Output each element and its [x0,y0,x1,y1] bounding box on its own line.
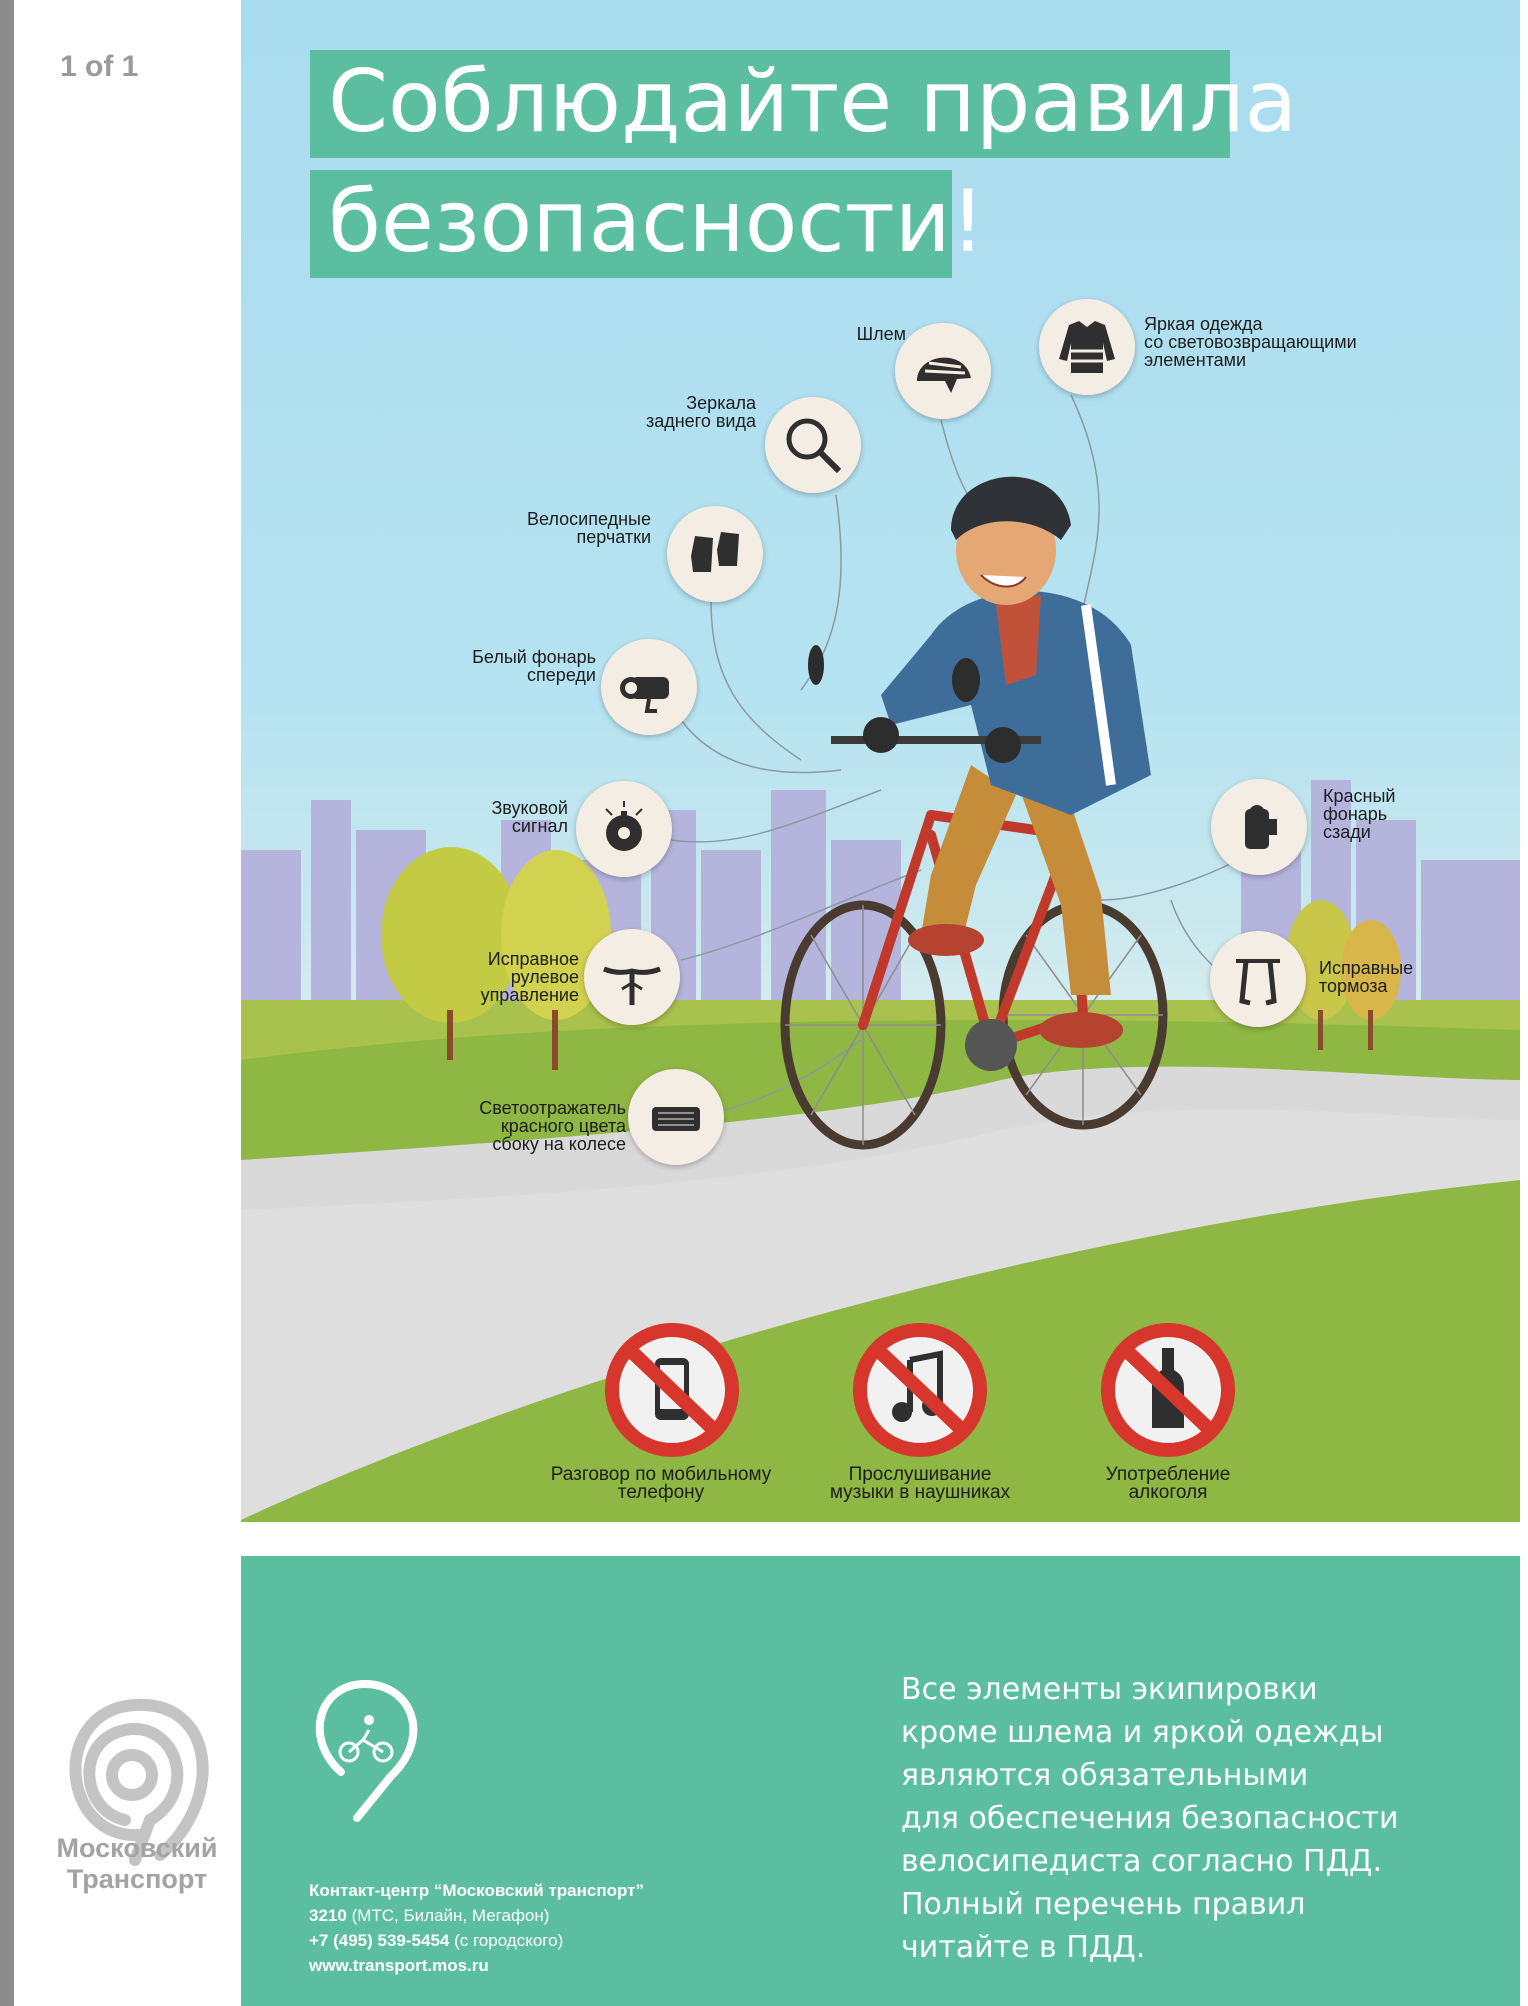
flashlight-icon [601,639,697,735]
bell-icon [576,781,672,877]
gloves-icon [667,506,763,602]
moscow-transport-logo-text: Московский Транспорт [56,1833,218,1894]
no-phone-label: Разговор по мобильному телефону [550,1464,772,1503]
footer-panel [241,1556,1520,2006]
helmet-icon [895,323,991,419]
bell-label: Звуковой сигнал [491,798,568,836]
handlebar-icon [584,929,680,1025]
equipment-notice: Все элементы экипировки кроме шлема и яркой одежды являются обязательными для обеспечения безопасности велосипедиста согласно ПДД. Полный перечень правил читайте в ПДД. [901,1672,1399,1965]
front-light-label: Белый фонарь спереди [472,647,596,685]
short-number-note: (МТС, Билайн, Мегафон) [351,1906,550,1925]
rear-light-icon [1211,779,1307,875]
phone-note: (с городского) [454,1931,564,1950]
reflector-icon [628,1069,724,1165]
mirrors-label: Зеркала заднего вида [645,393,756,431]
no-alcohol-label: Употребление алкоголя [1105,1464,1231,1503]
bike-pin-logo-icon [307,1680,427,1822]
helmet-label: Шлем [856,324,906,344]
phone-number: +7 (495) 539-5454 [309,1931,450,1950]
contact-block [309,1878,644,1978]
no-music-icon [850,1320,990,1460]
brakes-label: Исправные тормоза [1319,958,1414,996]
rear-light-label: Красный фонарь сзади [1323,786,1396,842]
jacket-label: Яркая одежда со световозвращающими элементами [1144,314,1357,370]
viewer-gutter [0,0,14,2006]
mirror-icon [765,397,861,493]
gloves-label: Велосипедные перчатки [527,509,651,547]
reflector-label: Светоотражатель красного цвета сбоку на колесе [479,1098,626,1154]
cyclist-illustration [771,455,1201,1175]
brake-icon [1210,931,1306,1027]
page-counter: 1 of 1 [60,50,139,83]
safety-poster [241,0,1520,1522]
no-alcohol-icon [1098,1320,1238,1460]
jacket-icon [1039,299,1135,395]
poster-title-line-1: Соблюдайте правила [310,50,1230,158]
short-number: 3210 [309,1906,347,1925]
no-phone-icon [602,1320,742,1460]
no-music-label: Прослушивание музыки в наушниках [829,1464,1011,1503]
contact-title: Контакт-центр “Московский транспорт” [309,1881,644,1900]
poster-title-line-2: безопасности! [310,170,952,278]
steering-label: Исправное рулевое управление [480,949,579,1005]
website-link[interactable]: www.transport.mos.ru [309,1956,489,1975]
